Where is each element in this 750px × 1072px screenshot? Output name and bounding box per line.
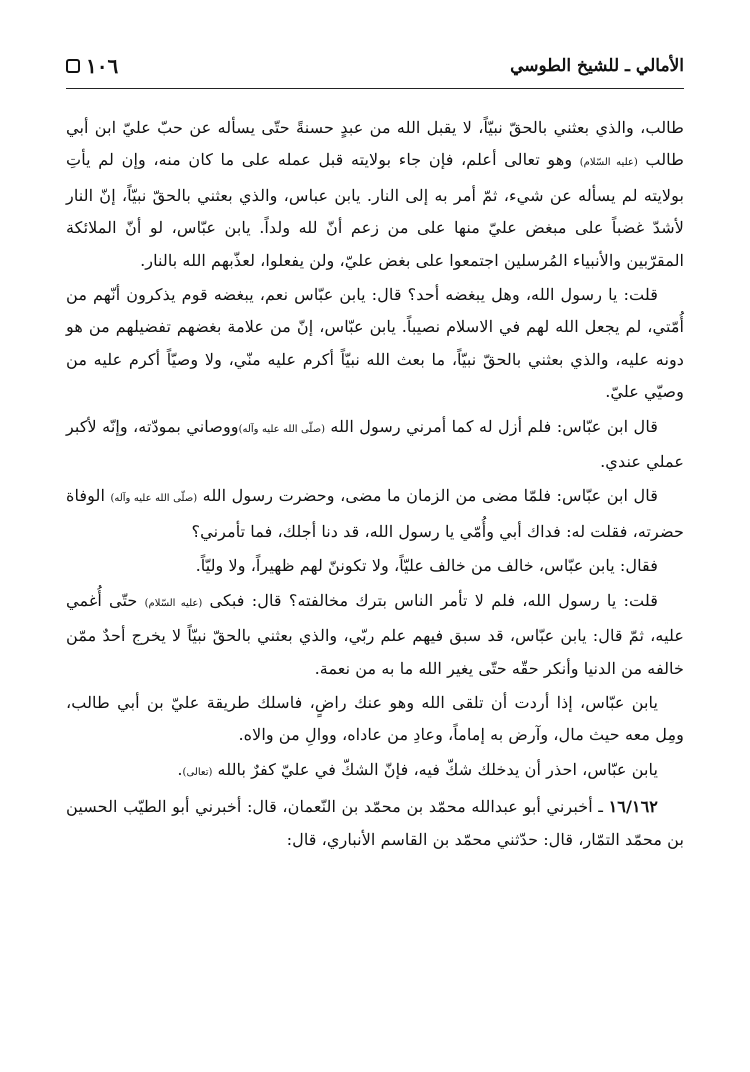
paragraph-p5 [66,550,684,582]
paragraph-text: قال ابن عبّاس: فلمّا مضى من الزمان ما مضى، وحضرت رسول الله [197,486,658,506]
paragraph-text: يابن عبّاس، إذا أردت أن تلقى الله وهو عنك راضٍ، فاسلك طريقة عليّ بن أبي طالب، ومِل معه حيث مال، وآرض به إماماً، وعادِ من عاداه، ووالِ من والاه. [66,692,684,745]
page-header [66,46,684,86]
paragraph-text: . [177,759,183,779]
paragraph-p8 [66,754,684,789]
honorific-text: (صلّى الله عليه وآله) [110,493,198,505]
paragraph-text: الوفاة حضرته، فقلت له: فداك أبي وأُمّي يا رسول الله، قد دنا أجلك، فما تأمرني؟ [66,486,684,541]
hadith-number: ١٦/١٦٢ [608,797,658,817]
paragraph-p6 [66,585,684,685]
page-body [66,112,684,858]
page-number-group [66,54,118,78]
paragraph-text: ـ أخبرني أبو عبدالله محمّد بن محمّد بن النّعمان، قال: أخبرني أبو الطيّب الحسين بن محمّد التمّار، قال: حدّثني محمّد بن القاسم الأنباري، قال: [66,797,684,849]
paragraph-text: قال ابن عبّاس: فلم أزل له كما أمرني رسول الله [324,416,658,436]
paragraph-text: فقال: يابن عبّاس، خالف من خالف عليّاً، ولا تكوننّ لهم ظهيراً، ولا وليّاً. [195,556,658,576]
paragraph-text: ووصاني بمودّته، وإنّه لأكبر عملي عندي. [66,416,684,472]
paragraph-text: طالب، والذي بعثني بالحقّ نبيّاً، لا يقبل الله من عبدٍ حسنةً حتّى يسأله عن حبّ عليّ ابن أبي طالب [66,118,684,170]
paragraph-p1 [66,112,684,277]
running-title: الأمالي ـ للشيخ الطوسي [510,56,684,76]
paragraph-p2 [66,279,684,409]
page-number: ١٠٦ [86,54,119,78]
paragraph-p9 [66,791,684,856]
header-rule [66,88,684,89]
paragraph-text: يابن عبّاس، احذر أن يدخلك شكّ فيه، فإنّ الشكّ في عليّ كفرٌ بالله [212,759,658,779]
honorific-text: (تعالى) [182,766,213,778]
square-ornament-icon [66,59,80,73]
paragraph-text: حتّى أُغمي عليه، ثمّ قال: يابن عبّاس، قد سبق فيهم علم ربّي، والذي بعثني بالحقّ نبيّاً لا يخرج أحدٌ ممّن خالفه من الدنيا وأنكر حقّه حتّى يغير الله ما به من نعمة. [66,590,684,678]
honorific-text: (عليه السّلام) [579,157,638,169]
paragraph-text: قلت: يا رسول الله، وهل يبغضه أحد؟ قال: يابن عبّاس نعم، يبغضه قوم يذكرون أنّهم من أُمّتي، لم يجعل الله لهم في الاسلام نصيباً. يابن عبّاس، إنّ من علامة بغضهم تفضيلهم من هو دونه عليه، والذي بعثني بالحقّ نبيّاً، ما بعث الله نبيّاً أكرم عليه منّي، ولا وصيّاً أكرم عليه من وصيّي عليّ. [66,285,684,402]
paragraph-p4 [66,480,684,548]
honorific-text: (عليه السّلام) [144,597,203,609]
paragraph-p7 [66,687,684,752]
paragraph-text: وهو تعالى أعلم، فإن جاء بولايته قبل عمله على ما كان منه، وإن لم يأتِ بولايته لم يسأله عن شيء، ثمّ أمر به إلى النار. يابن عباس، والذي بعثني بالحقّ نبيّاً، إنّ النار لأشدّ غضباً على مبغض عليّ منها على من زعم أنّ لله ولداً. يابن عبّاس، لو أنّ الملائكة المقرّبين والأنبياء المُرسلين اجتمعوا على بغض عليّ، ولن يفعلوا، لعذّبهم الله بالنار. [66,150,684,270]
paragraph-p3 [66,411,684,479]
paragraph-text: قلت: يا رسول الله، فلم لا تأمر الناس بترك مخالفته؟ قال: فبكى [202,590,659,610]
honorific-text: (صلّى الله عليه وآله) [238,423,325,435]
